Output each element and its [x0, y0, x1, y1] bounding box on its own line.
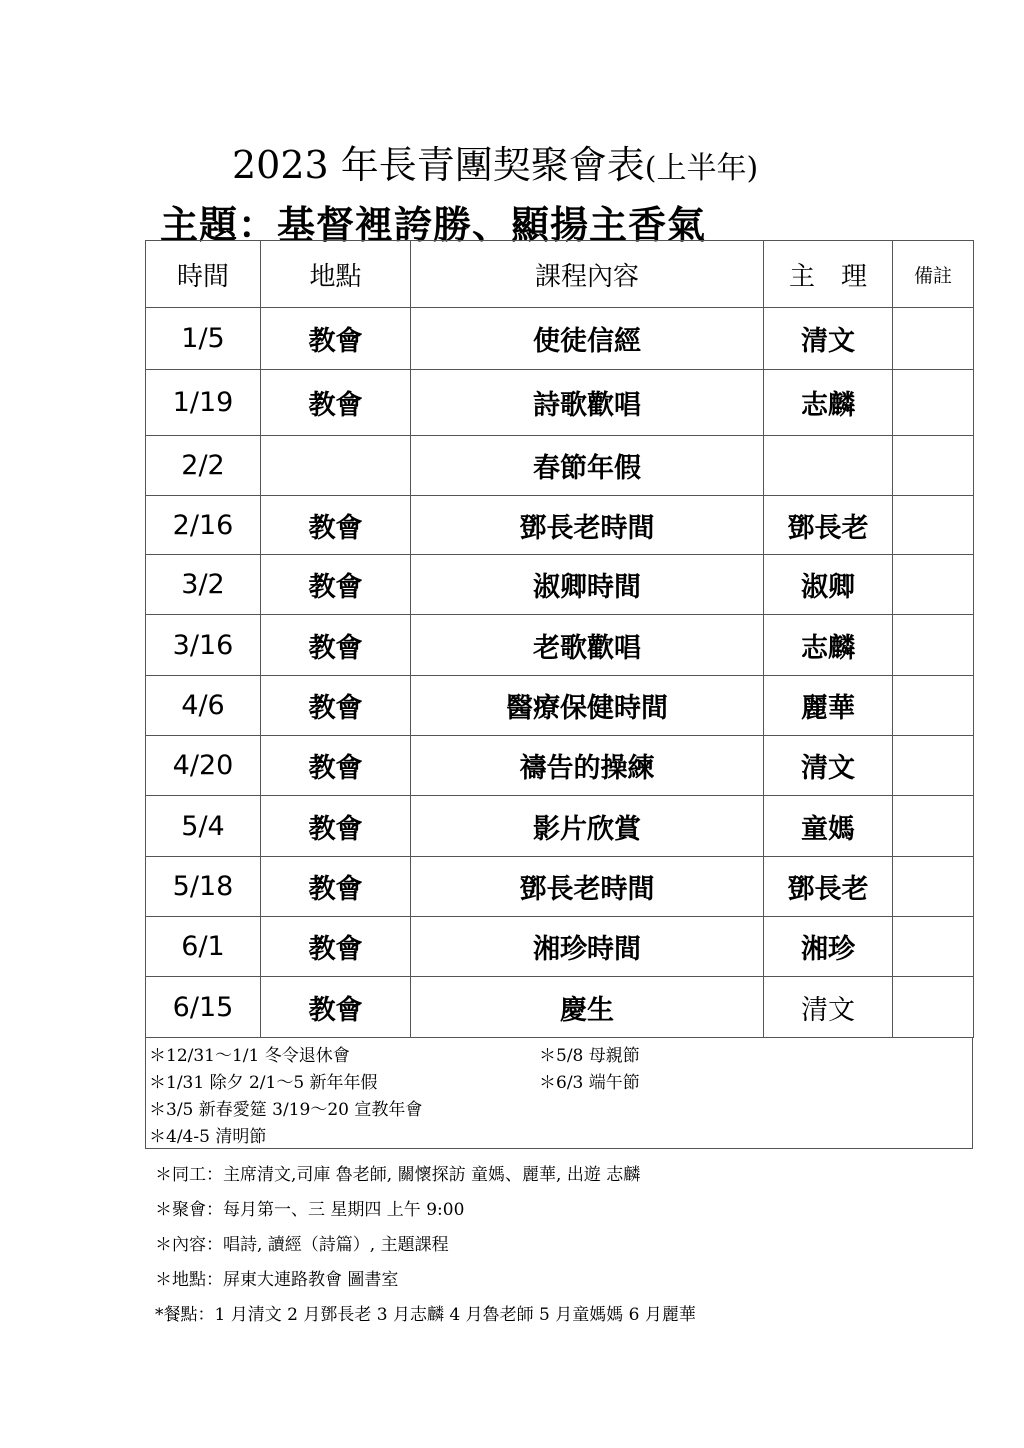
cell-location: 教會	[261, 308, 411, 370]
cell-location: 教會	[261, 857, 411, 917]
table-row	[146, 615, 974, 676]
table-row	[146, 370, 974, 436]
cell-content: 鄧長老時間	[411, 496, 764, 555]
cell-notes	[893, 857, 974, 917]
cell-notes	[893, 436, 974, 496]
cell-content: 淑卿時間	[411, 555, 764, 615]
cell-host: 鄧長老	[764, 857, 893, 917]
cell-notes	[893, 796, 974, 857]
cell-host: 童媽	[764, 796, 893, 857]
footer-line: ＊內容：唱詩, 讀經（詩篇）, 主題課程	[155, 1235, 449, 1255]
cell-content: 春節年假	[411, 436, 764, 496]
cell-notes	[893, 917, 974, 977]
page-title	[232, 134, 758, 189]
cell-content: 詩歌歡唱	[411, 370, 764, 436]
holiday-item: ＊6/3 端午節	[539, 1073, 640, 1093]
table-row	[146, 977, 974, 1038]
cell-time: 3/2	[146, 555, 261, 615]
cell-location: 教會	[261, 555, 411, 615]
cell-host: 清文	[764, 977, 893, 1038]
cell-content: 禱告的操練	[411, 736, 764, 796]
header-content: 課程內容	[411, 241, 764, 308]
table-row	[146, 857, 974, 917]
title-suffix: (上半年)	[644, 151, 759, 186]
cell-location	[261, 436, 411, 496]
cell-time: 1/5	[146, 308, 261, 370]
cell-location: 教會	[261, 917, 411, 977]
holiday-list-left	[149, 1043, 422, 1151]
cell-notes	[893, 676, 974, 736]
table-row	[146, 736, 974, 796]
cell-location: 教會	[261, 977, 411, 1038]
cell-host: 淑卿	[764, 555, 893, 615]
cell-notes	[893, 977, 974, 1038]
cell-notes	[893, 615, 974, 676]
cell-location: 教會	[261, 676, 411, 736]
cell-time: 5/4	[146, 796, 261, 857]
cell-content: 老歌歡唱	[411, 615, 764, 676]
holiday-item: ＊12/31～1/1 冬令退休會	[149, 1046, 350, 1066]
holiday-notes	[145, 1038, 973, 1149]
cell-time: 6/1	[146, 917, 261, 977]
theme-heading: 主題：基督裡誇勝、顯揚主香氣	[160, 202, 707, 247]
table-row	[146, 496, 974, 555]
header-time: 時間	[146, 241, 261, 308]
table-row	[146, 676, 974, 736]
table-row	[146, 308, 974, 370]
cell-host: 湘珍	[764, 917, 893, 977]
holiday-item: ＊3/5 新春愛筵 3/19～20 宣教年會	[149, 1100, 423, 1120]
cell-location: 教會	[261, 615, 411, 676]
footer-line: *餐點：1 月清文 2 月鄧長老 3 月志麟 4 月魯老師 5 月童媽媽 6 月麗華	[155, 1305, 696, 1325]
cell-host: 麗華	[764, 676, 893, 736]
cell-time: 2/2	[146, 436, 261, 496]
cell-content: 湘珍時間	[411, 917, 764, 977]
holiday-item: ＊1/31 除夕 2/1～5 新年年假	[149, 1073, 378, 1093]
cell-time: 4/6	[146, 676, 261, 736]
cell-notes	[893, 736, 974, 796]
footer-line: ＊地點：屏東大連路教會 圖書室	[155, 1270, 399, 1290]
cell-location: 教會	[261, 796, 411, 857]
cell-notes	[893, 370, 974, 436]
footer-notes	[155, 1160, 696, 1335]
table-row	[146, 917, 974, 977]
schedule-table	[145, 240, 974, 1038]
holiday-list-right	[539, 1043, 640, 1097]
cell-notes	[893, 496, 974, 555]
holiday-item: ＊5/8 母親節	[539, 1046, 640, 1066]
footer-line: ＊同工：主席清文,司庫 魯老師, 關懷探訪 童媽、麗華, 出遊 志麟	[155, 1165, 641, 1185]
cell-time: 4/20	[146, 736, 261, 796]
table-row	[146, 436, 974, 496]
cell-host	[764, 436, 893, 496]
cell-location: 教會	[261, 496, 411, 555]
title-main: 2023 年長青團契聚會表	[232, 143, 645, 187]
cell-content: 醫療保健時間	[411, 676, 764, 736]
cell-time: 6/15	[146, 977, 261, 1038]
table-row	[146, 555, 974, 615]
header-notes: 備註	[893, 241, 974, 308]
cell-host: 志麟	[764, 615, 893, 676]
cell-content: 影片欣賞	[411, 796, 764, 857]
cell-time: 1/19	[146, 370, 261, 436]
cell-time: 5/18	[146, 857, 261, 917]
cell-content: 慶生	[411, 977, 764, 1038]
cell-notes	[893, 555, 974, 615]
table-row	[146, 796, 974, 857]
header-row	[146, 241, 974, 308]
cell-content: 鄧長老時間	[411, 857, 764, 917]
cell-location: 教會	[261, 736, 411, 796]
cell-host: 鄧長老	[764, 496, 893, 555]
cell-content: 使徒信經	[411, 308, 764, 370]
cell-host: 清文	[764, 736, 893, 796]
header-host: 主 理	[764, 241, 893, 308]
holiday-item: ＊4/4-5 清明節	[149, 1127, 267, 1147]
cell-time: 3/16	[146, 615, 261, 676]
header-location: 地點	[261, 241, 411, 308]
cell-host: 清文	[764, 308, 893, 370]
cell-host: 志麟	[764, 370, 893, 436]
cell-time: 2/16	[146, 496, 261, 555]
cell-notes	[893, 308, 974, 370]
cell-location: 教會	[261, 370, 411, 436]
footer-line: ＊聚會：每月第一、三 星期四 上午 9:00	[155, 1200, 465, 1220]
